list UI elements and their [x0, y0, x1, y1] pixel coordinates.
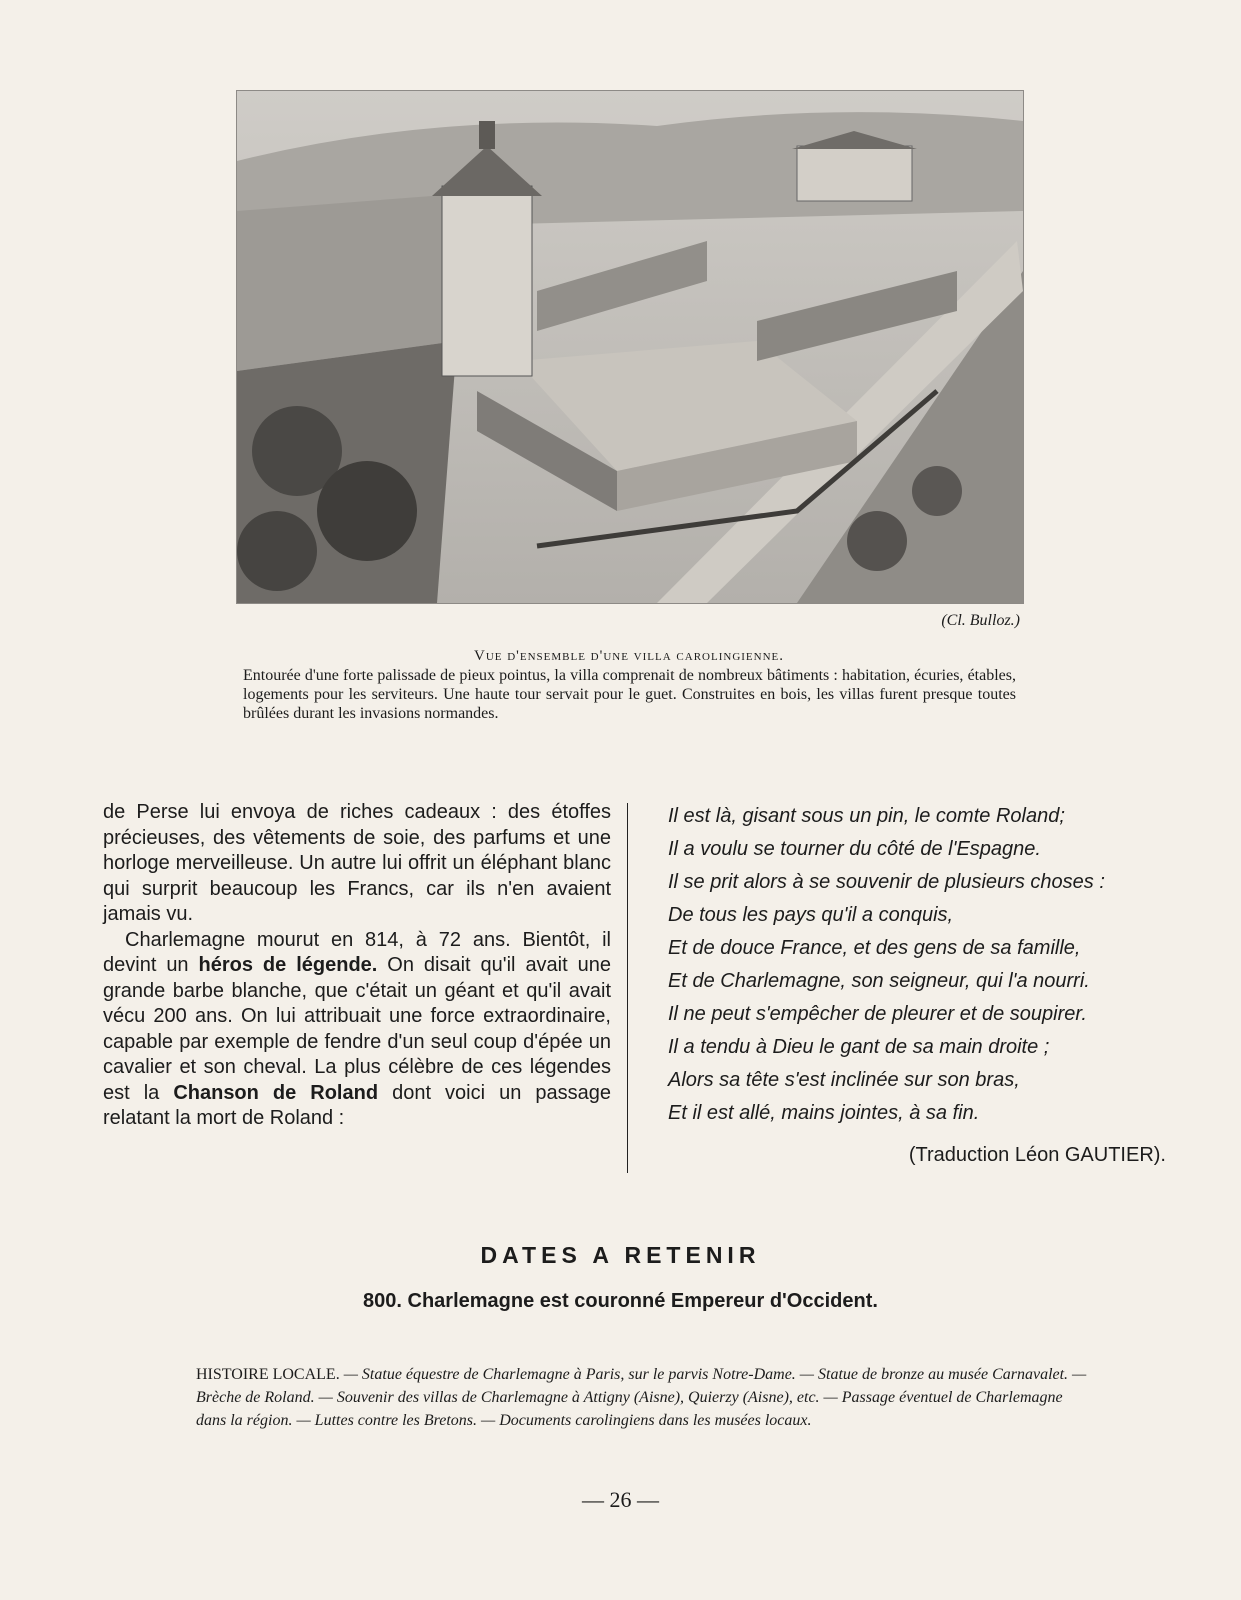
paragraph-legend-part-c: dont voici un passage relatant la mort de Roland :	[103, 1081, 611, 1129]
poem-line: Il a tendu à Dieu le gant de sa main droite ;	[668, 1036, 1050, 1058]
poem-line: Il se prit alors à se souvenir de plusieurs choses :	[668, 871, 1105, 893]
figure-description: Entourée d'une forte palissade de pieux pointus, la villa comprenait de nombreux bâtiments : habitation, écuries, étables, logements pour les serviteurs. Une haute tour servait pour le guet. Construites en bois, les villas furent presque toutes brûlées durant les invasions normandes.	[243, 667, 1016, 722]
poem-line: Il a voulu se tourner du côté de l'Espagne.	[668, 838, 1041, 860]
translation-credit: (Traduction Léon GAUTIER).	[908, 1144, 1166, 1166]
paragraph-legend-part-a: Charlemagne mourut en 814, à 72 ans. Bientôt, il devint un	[103, 928, 611, 976]
villa-engraving-image	[237, 91, 1023, 603]
poem-column	[668, 800, 1168, 1130]
local-history	[196, 1363, 1096, 1432]
left-text-column	[103, 800, 611, 1132]
photo-credit: (Cl. Bulloz.)	[941, 612, 1020, 629]
figure-title: Vue d'ensemble d'une villa carolingienne.	[473, 648, 784, 664]
key-date: 800. Charlemagne est couronné Empereur d'Occident.	[363, 1290, 878, 1312]
paragraph-legend	[103, 928, 611, 1132]
poem-line: Et il est allé, mains jointes, à sa fin.	[668, 1102, 980, 1124]
poem-line: Et de douce France, et des gens de sa famille,	[668, 937, 1081, 959]
poem-line: De tous les pays qu'il a conquis,	[668, 904, 954, 926]
chanson-de-roland-bold: Chanson de Roland	[173, 1081, 379, 1104]
poem-line: Il ne peut s'empêcher de pleurer et de soupirer.	[668, 1003, 1087, 1025]
villa-illustration	[236, 90, 1024, 604]
local-history-text: — Statue équestre de Charlemagne à Paris, sur le parvis Notre-Dame. — Statue de bronze au musée Carnavalet. — Brèche de Roland. — Souvenir des villas de Charlemagne à Attigny (Aisne), Quierzy (Aisne), etc. — Passage éventuel de Charlemagne dans la région. — Luttes contre les Bretons. — Documents carolingiens dans les musées locaux.	[196, 1366, 1087, 1429]
dates-heading: DATES A RETENIR	[480, 1242, 761, 1268]
poem-line: Et de Charlemagne, son seigneur, qui l'a nourri.	[668, 970, 1090, 992]
paragraph-gifts: de Perse lui envoya de riches cadeaux : des étoffes précieuses, des vêtements de soie, des parfums et une horloge merveilleuse. Un autre lui offrit un éléphant blanc qui surprit beaucoup les Francs, car ils n'en avaient jamais vu.	[103, 801, 611, 925]
column-divider	[627, 803, 628, 1173]
poem-line: Alors sa tête s'est inclinée sur son bras,	[668, 1069, 1020, 1091]
poem-line: Il est là, gisant sous un pin, le comte Roland;	[668, 805, 1065, 827]
paragraph-legend-part-b: On disait qu'il avait une grande barbe blanche, que c'était un géant et qu'il avait vécu 200 ans. On lui attribuait une force extraordinaire, capable par exemple de fendre d'un seul coup d'épée un cavalier et son cheval. La plus célèbre de ces légendes est la	[103, 954, 611, 1104]
legend-hero-bold: héros de légende.	[198, 954, 378, 976]
local-history-label: HISTOIRE LOCALE.	[196, 1366, 340, 1383]
page-number: — 26 —	[582, 1487, 659, 1512]
